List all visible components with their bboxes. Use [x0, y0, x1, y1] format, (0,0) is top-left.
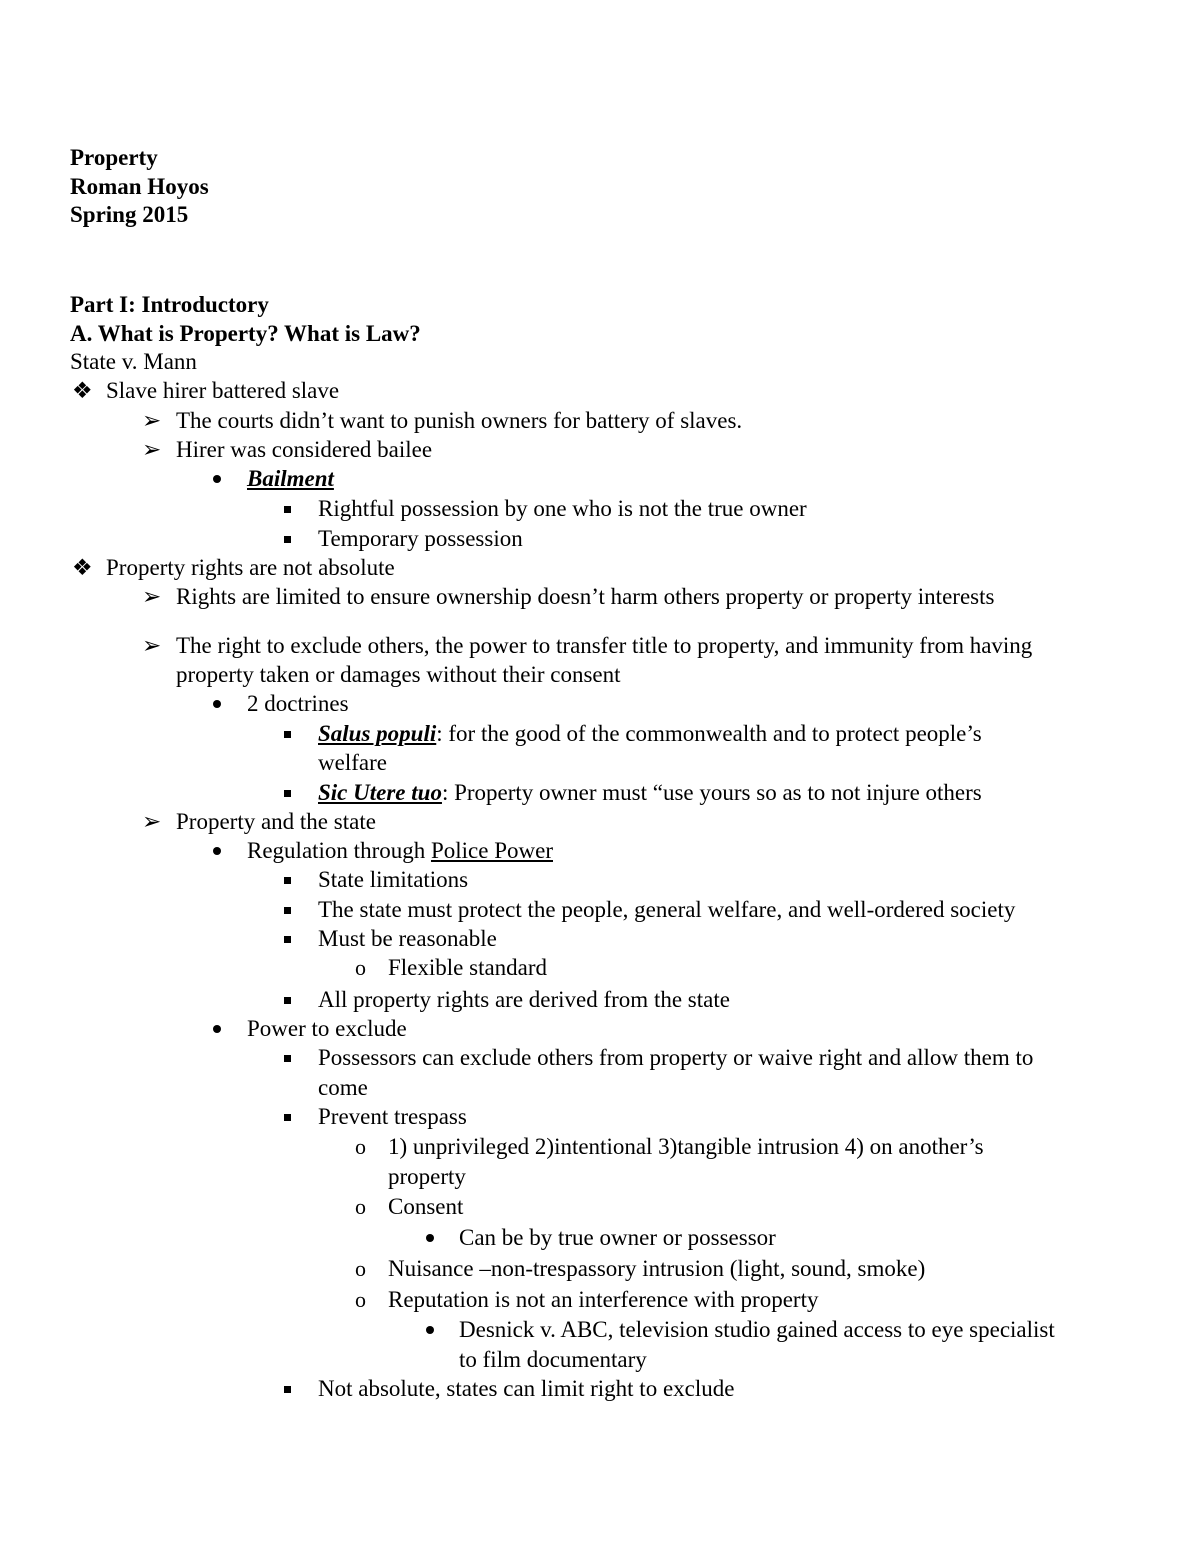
arrow-bullet-icon: ➢ [142, 809, 162, 834]
list-item: 2 doctrines [247, 691, 349, 716]
list-item: The courts didn’t want to punish owners for battery of slaves. [176, 408, 743, 433]
circle-bullet-icon: o [355, 955, 366, 980]
list-item: Power to exclude [247, 1016, 407, 1041]
list-item: Consent [388, 1194, 464, 1219]
definition-text: : for the good of the commonwealth and to protect people’s [436, 721, 982, 746]
square-bullet-icon [284, 985, 291, 1015]
diamond-bullet-icon: ❖ [72, 555, 93, 580]
list-item: Rights are limited to ensure ownership doesn’t harm others property or property interests [176, 584, 995, 609]
term: Spring 2015 [70, 202, 189, 227]
dot-bullet-icon [426, 1315, 434, 1345]
list-item: Possessors can exclude others from property or waive right and allow them to [318, 1045, 1034, 1070]
part-heading: Part I: Introductory [70, 292, 269, 317]
list-item-continuation: to film documentary [459, 1347, 647, 1372]
list-item: Property and the state [176, 809, 376, 834]
square-bullet-icon [284, 924, 291, 954]
list-item: The right to exclude others, the power to transfer title to property, and immunity from having [176, 633, 1033, 658]
list-item [318, 719, 982, 749]
arrow-bullet-icon: ➢ [142, 584, 162, 609]
square-bullet-icon [284, 865, 291, 895]
square-bullet-icon [284, 895, 291, 925]
square-bullet-icon [284, 494, 291, 524]
section-heading: A. What is Property? What is Law? [70, 321, 421, 346]
circle-bullet-icon: o [355, 1134, 366, 1159]
list-item: Can be by true owner or possessor [459, 1225, 776, 1250]
list-item [247, 836, 553, 866]
dot-bullet-icon [426, 1223, 434, 1253]
square-bullet-icon [284, 719, 291, 749]
list-item: State limitations [318, 867, 469, 892]
list-item: Flexible standard [388, 955, 548, 980]
list-item-continuation: welfare [318, 750, 387, 775]
circle-bullet-icon: o [355, 1194, 366, 1219]
circle-bullet-icon: o [355, 1287, 366, 1312]
dot-bullet-icon [213, 464, 221, 494]
list-item: All property rights are derived from the state [318, 987, 730, 1012]
list-item [318, 778, 982, 808]
square-bullet-icon [284, 1374, 291, 1404]
arrow-bullet-icon: ➢ [142, 633, 162, 658]
list-item: Hirer was considered bailee [176, 437, 433, 462]
list-item-continuation: property taken or damages without their consent [176, 662, 621, 687]
term-sic-utere-tuo: Sic Utere tuo [318, 780, 442, 805]
list-item: Desnick v. ABC, television studio gained access to eye specialist [459, 1317, 1055, 1342]
professor-name: Roman Hoyos [70, 174, 209, 199]
case-name: State v. Mann [70, 349, 197, 374]
dot-bullet-icon [213, 689, 221, 719]
square-bullet-icon [284, 778, 291, 808]
dot-bullet-icon [213, 1014, 221, 1044]
list-item-continuation: property [388, 1164, 466, 1189]
circle-bullet-icon: o [355, 1256, 366, 1281]
list-item-text: Regulation through [247, 838, 431, 863]
list-item: Rightful possession by one who is not the true owner [318, 496, 807, 521]
list-item: Nuisance –non-trespassory intrusion (light, sound, smoke) [388, 1256, 926, 1281]
arrow-bullet-icon: ➢ [142, 408, 162, 433]
definition-text: : Property owner must “use yours so as to not injure others [441, 780, 982, 805]
term-bailment: Bailment [247, 466, 334, 491]
dot-bullet-icon [213, 836, 221, 866]
list-item: Reputation is not an interference with property [388, 1287, 819, 1312]
diamond-bullet-icon: ❖ [72, 378, 93, 403]
square-bullet-icon [284, 524, 291, 554]
list-item: Must be reasonable [318, 926, 497, 951]
list-item: The state must protect the people, general welfare, and well-ordered society [318, 897, 1016, 922]
list-item: 1) unprivileged 2)intentional 3)tangible intrusion 4) on another’s [388, 1134, 984, 1159]
list-item: Temporary possession [318, 526, 523, 551]
doc-title: Property [70, 145, 158, 170]
list-item: Property rights are not absolute [106, 555, 395, 580]
police-power-term: Police Power [430, 838, 553, 863]
list-item: Not absolute, states can limit right to exclude [318, 1376, 735, 1401]
arrow-bullet-icon: ➢ [142, 437, 162, 462]
term-salus-populi: Salus populi [318, 721, 437, 746]
list-item-continuation: come [318, 1075, 368, 1100]
list-item: Prevent trespass [318, 1104, 467, 1129]
square-bullet-icon [284, 1043, 291, 1073]
list-item: Slave hirer battered slave [106, 378, 340, 403]
square-bullet-icon [284, 1102, 291, 1132]
